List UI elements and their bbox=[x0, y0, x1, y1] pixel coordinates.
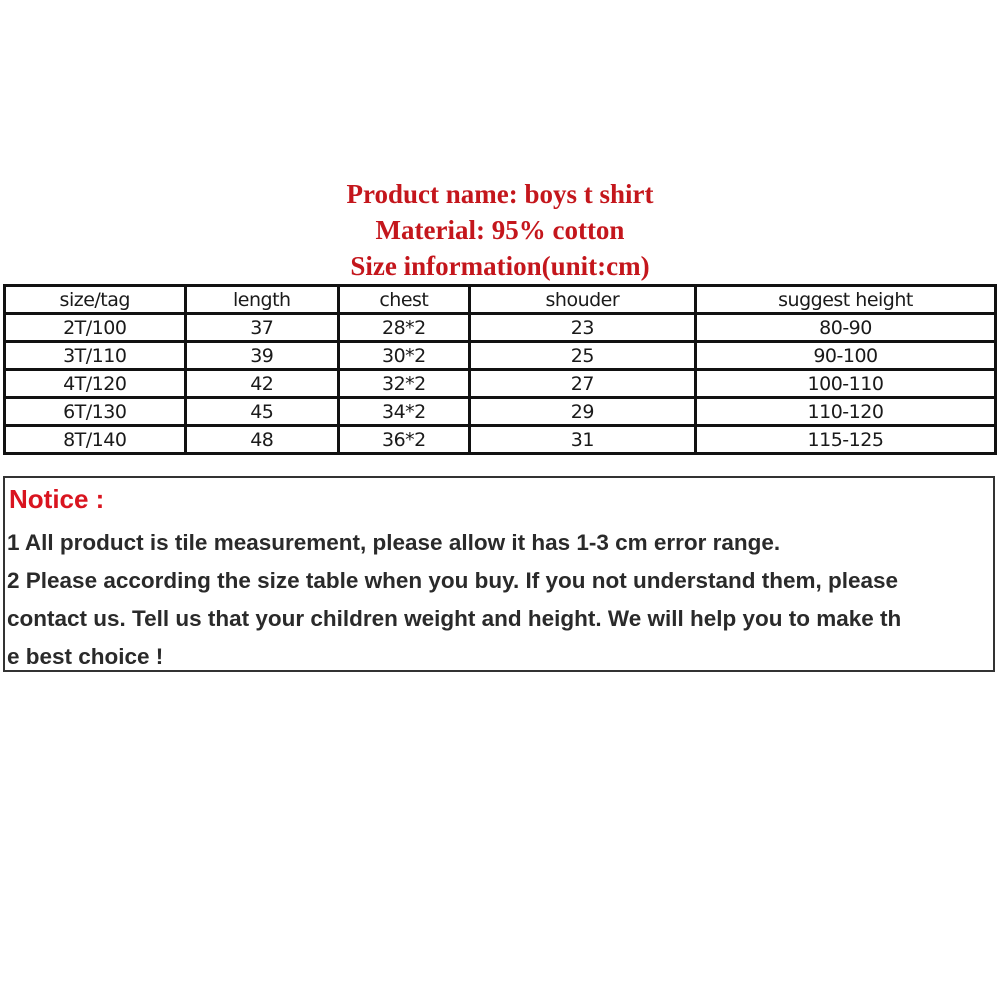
cell-chest: 32*2 bbox=[339, 370, 470, 398]
cell-shoulder: 27 bbox=[469, 370, 695, 398]
column-header-suggest-height: suggest height bbox=[696, 286, 996, 314]
column-header-shoulder: shouder bbox=[469, 286, 695, 314]
notice-line: e best choice ! bbox=[7, 644, 164, 669]
material-info: Material: 95% cotton bbox=[375, 215, 625, 245]
table-row bbox=[5, 314, 996, 342]
cell-length: 48 bbox=[185, 426, 339, 454]
notice-line: 2 Please according the size table when you buy. If you not understand them, please bbox=[7, 568, 899, 593]
cell-length: 37 bbox=[185, 314, 339, 342]
cell-chest: 30*2 bbox=[339, 342, 470, 370]
cell-chest: 36*2 bbox=[339, 426, 470, 454]
column-header-chest: chest bbox=[339, 286, 470, 314]
cell-length: 42 bbox=[185, 370, 339, 398]
cell-suggest-height: 80-90 bbox=[696, 314, 996, 342]
cell-size-tag: 6T/130 bbox=[5, 398, 186, 426]
cell-size-tag: 2T/100 bbox=[5, 314, 186, 342]
cell-size-tag: 8T/140 bbox=[5, 426, 186, 454]
table-row bbox=[5, 370, 996, 398]
table-row bbox=[5, 342, 996, 370]
cell-size-tag: 4T/120 bbox=[5, 370, 186, 398]
cell-suggest-height: 110-120 bbox=[696, 398, 996, 426]
table-header-row bbox=[5, 286, 996, 314]
notice-line: contact us. Tell us that your children weight and height. We will help you to make th bbox=[7, 606, 902, 631]
cell-chest: 34*2 bbox=[339, 398, 470, 426]
cell-shoulder: 23 bbox=[469, 314, 695, 342]
cell-shoulder: 25 bbox=[469, 342, 695, 370]
size-info-title: Size information(unit:cm) bbox=[350, 251, 650, 281]
cell-chest: 28*2 bbox=[339, 314, 470, 342]
cell-shoulder: 29 bbox=[469, 398, 695, 426]
table-row bbox=[5, 426, 996, 454]
notice-line: 1 All product is tile measurement, please allow it has 1-3 cm error range. bbox=[7, 530, 781, 555]
notice-body bbox=[7, 524, 995, 676]
product-name: Product name: boys t shirt bbox=[346, 179, 654, 209]
cell-length: 39 bbox=[185, 342, 339, 370]
cell-suggest-height: 90-100 bbox=[696, 342, 996, 370]
size-table bbox=[3, 284, 997, 455]
cell-suggest-height: 100-110 bbox=[696, 370, 996, 398]
notice-title: Notice : bbox=[9, 484, 105, 514]
column-header-size-tag: size/tag bbox=[5, 286, 186, 314]
table-row bbox=[5, 398, 996, 426]
column-header-length: length bbox=[185, 286, 339, 314]
notice-box bbox=[3, 476, 995, 672]
cell-size-tag: 3T/110 bbox=[5, 342, 186, 370]
product-header bbox=[0, 176, 1000, 284]
cell-suggest-height: 115-125 bbox=[696, 426, 996, 454]
cell-shoulder: 31 bbox=[469, 426, 695, 454]
cell-length: 45 bbox=[185, 398, 339, 426]
